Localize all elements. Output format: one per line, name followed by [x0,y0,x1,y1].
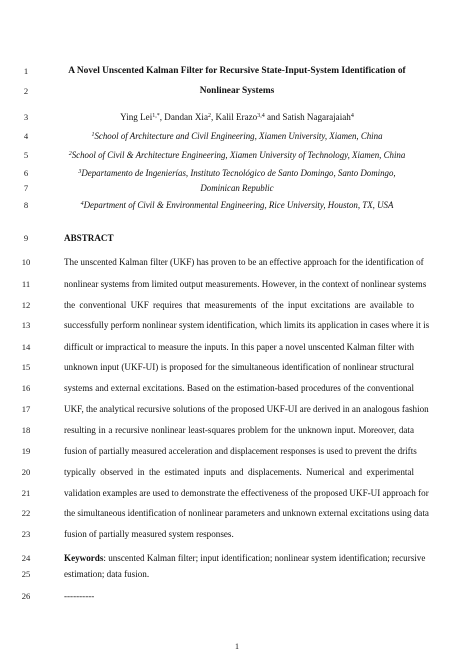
abstract-line: nonlinear systems from limited output measurements. However, in the context of nonlinear systems [64,279,427,289]
affiliation-3 [0,168,474,179]
line-number-20: 20 [21,467,31,477]
affiliation-3-continued [0,183,474,194]
line-number-16: 16 [21,383,31,393]
line-number-13: 13 [21,320,31,330]
affiliation-2 [0,150,474,161]
line-number-3: 3 [23,112,29,122]
line-number-4: 4 [23,131,29,141]
abstract-line: difficult or impractical to measure the inputs. In this paper a novel unscented Kalman filter with [64,342,414,352]
line-number-6: 6 [23,168,29,178]
abstract-line: successfully perform nonlinear system identification, which limits its application in cases where it is [64,320,430,330]
author-affil-sup: 1,* [152,113,160,119]
abstract-line-last: fusion of partially measured system responses. [64,529,234,539]
abstract-line: The unscented Kalman filter (UKF) has proven to be an effective approach for the identification of [64,257,424,267]
author-name: Ying Lei [120,112,153,122]
line-number-1: 1 [23,66,29,76]
line-number-14: 14 [21,342,31,352]
abstract-line: validation examples are used to demonstrate the effectiveness of the proposed UKF-UI approach for [64,488,429,498]
line-number-19: 19 [21,446,31,456]
separator-dashes: ---------- [64,591,95,601]
line-number-11: 11 [21,279,31,289]
abstract-line: resulting in a recursive nonlinear least-squares problem for the unknown input. Moreover, data [64,425,414,435]
affiliation-text: School of Architecture and Civil Engineering, Xiamen University, Xiamen, China [94,131,383,141]
affiliation-text: Department of Civil & Environmental Engineering, Rice University, Houston, TX, USA [83,200,394,210]
affiliation-text: Departamento de Ingenierías, Instituto Tecnológico de Santo Domingo, Santo Domingo, [81,168,396,178]
author-name: and Satish Nagarajaiah [264,112,351,122]
line-number-2: 2 [23,86,29,96]
abstract-line: the conventional UKF requires that measurements of the input excitations are available to [64,300,414,310]
line-number-22: 22 [21,508,31,518]
paper-title-line-1: A Novel Unscented Kalman Filter for Recursive State-Input-System Identification of [68,66,406,76]
author-list [0,112,474,123]
line-number-23: 23 [21,529,31,539]
author-affil-sup: 3,4 [257,113,265,119]
line-number-18: 18 [21,425,31,435]
line-number-12: 12 [21,300,31,310]
abstract-line: unknown input (UKF-UI) is proposed for the simultaneous identification of nonlinear structural [64,362,414,372]
page-number: 1 [235,642,239,651]
author-affil-sup: 4 [350,113,354,119]
abstract-line: fusion of partially measured acceleration and displacement responses is used to prevent the drifts [64,446,417,456]
abstract-heading: ABSTRACT [64,233,114,243]
keywords-text: : unscented Kalman filter; input identification; nonlinear system identification; recursive [103,553,426,563]
line-number-21: 21 [21,488,31,498]
affiliation-sup: 2 [68,151,72,157]
abstract-line: typically observed in the estimated inputs and displacements. Numerical and experimental [64,467,414,477]
line-number-10: 10 [21,257,31,267]
affiliation-1 [0,131,474,142]
line-number-9: 9 [23,233,29,243]
keywords-line-2: estimation; data fusion. [64,569,150,579]
keywords-label: Keywords [64,553,104,563]
line-number-7: 7 [23,183,29,193]
affiliation-sup: 4 [80,201,84,207]
author-affil-sup: 2 [207,113,211,119]
abstract-line: the simultaneous identification of nonlinear parameters and unknown external excitations using data [64,508,429,518]
abstract-line: UKF, the analytical recursive solutions of the proposed UKF-UI are derived in an analogous fashion [64,404,429,414]
affiliation-sup: 3 [78,169,82,175]
affiliation-text: Dominican Republic [200,183,274,193]
line-number-5: 5 [23,150,29,160]
line-number-17: 17 [21,404,31,414]
keywords-line-1 [64,553,426,564]
affiliation-4 [0,200,474,211]
abstract-line: systems and external excitations. Based on the estimation-based procedures of the conventional [64,383,414,393]
affiliation-text: School of Civil & Architecture Engineering, Xiamen University of Technology, Xiamen, China [71,150,406,160]
paper-title-line-2: Nonlinear Systems [199,86,275,96]
author-name: , Dandan Xia [159,112,208,122]
line-number-8: 8 [23,200,29,210]
author-name: , Kalil Erazo [210,112,258,122]
line-number-25: 25 [21,569,31,579]
line-number-15: 15 [21,362,31,372]
line-number-26: 26 [21,591,31,601]
affiliation-sup: 1 [91,132,95,138]
line-number-24: 24 [21,553,31,563]
